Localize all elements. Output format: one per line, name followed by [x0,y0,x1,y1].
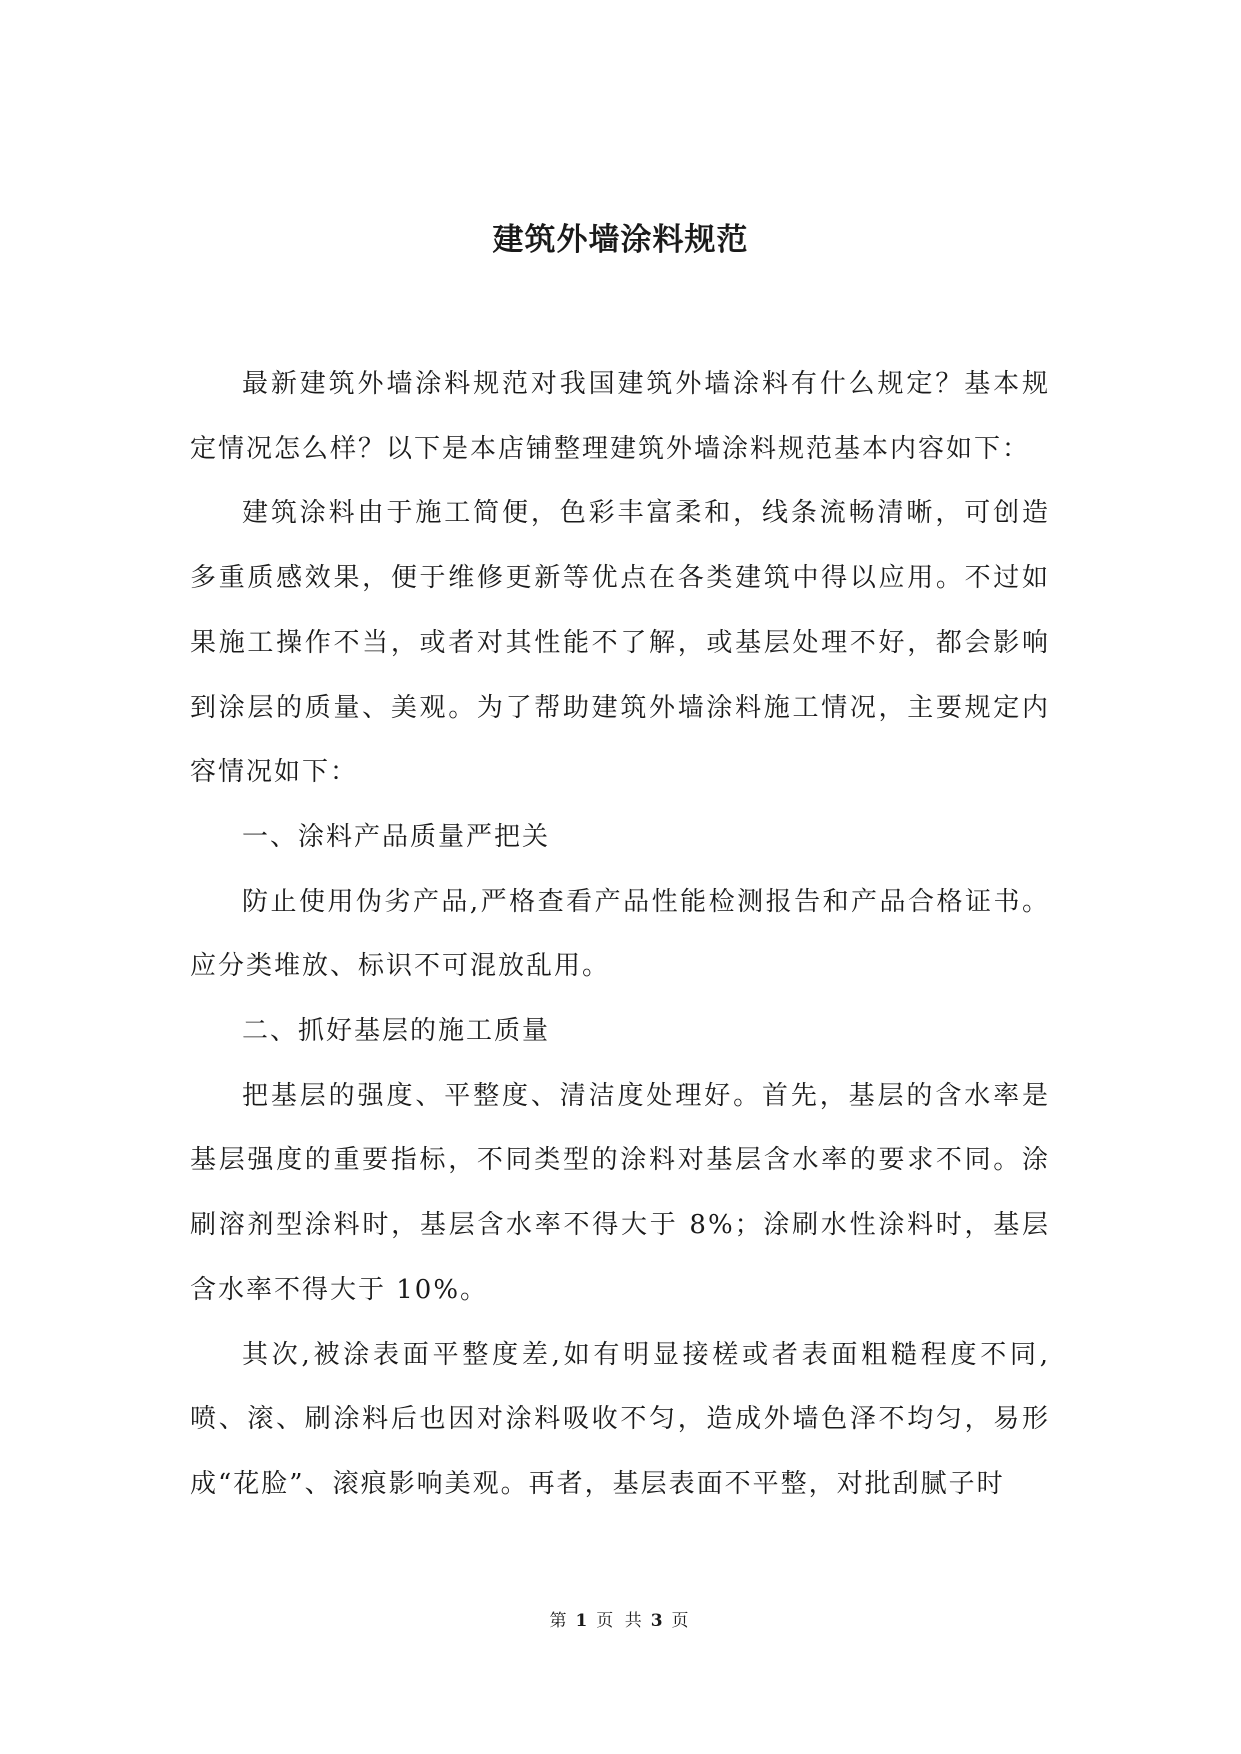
footer-prefix: 第 [549,1611,570,1631]
paragraph-overview: 建筑涂料由于施工简便，色彩丰富柔和，线条流畅清晰，可创造多重质感效果，便于维修更新等优点在各类建筑中得以应用。不过如果施工操作不当，或者对其性能不了解，或基层处理不好，都会影响到涂层的质量、美观。为了帮助建筑外墙涂料施工情况，主要规定内容情况如下： [190,498,1050,788]
document-body [190,352,1050,1517]
document-title: 建筑外墙涂料规范 [492,222,749,258]
paragraph-section-2-b: 其次,被涂表面平整度差,如有明显接槎或者表面粗糙程度不同,喷、滚、刷涂料后也因对涂料吸收不匀，造成外墙色泽不均匀，易形成“花脸”、滚痕影响美观。再者，基层表面不平整，对批刮腻子时 [190,1339,1050,1499]
paragraph-section-1: 防止使用伪劣产品,严格查看产品性能检测报告和产品合格证书。应分类堆放、标识不可混放乱用。 [190,886,1050,982]
paragraph-section-2-a: 把基层的强度、平整度、清洁度处理好。首先，基层的含水率是基层强度的重要指标，不同类型的涂料对基层含水率的要求不同。涂刷溶剂型涂料时，基层含水率不得大于 8%；涂刷水性涂料时，基层含水率不得大于 10%。 [190,1080,1050,1305]
paragraph-intro: 最新建筑外墙涂料规范对我国建筑外墙涂料有什么规定？基本规定情况怎么样？以下是本店铺整理建筑外墙涂料规范基本内容如下： [190,369,1050,464]
page-footer [0,1606,1241,1631]
section-heading-1: 一、涂料产品质量严把关 [242,821,551,852]
footer-total-pages: 3 [650,1611,666,1631]
footer-suffix: 页 [671,1611,692,1631]
footer-current-page: 1 [575,1611,591,1631]
section-heading-2: 二、抓好基层的施工质量 [242,1016,551,1047]
footer-middle: 页 共 [596,1611,645,1631]
